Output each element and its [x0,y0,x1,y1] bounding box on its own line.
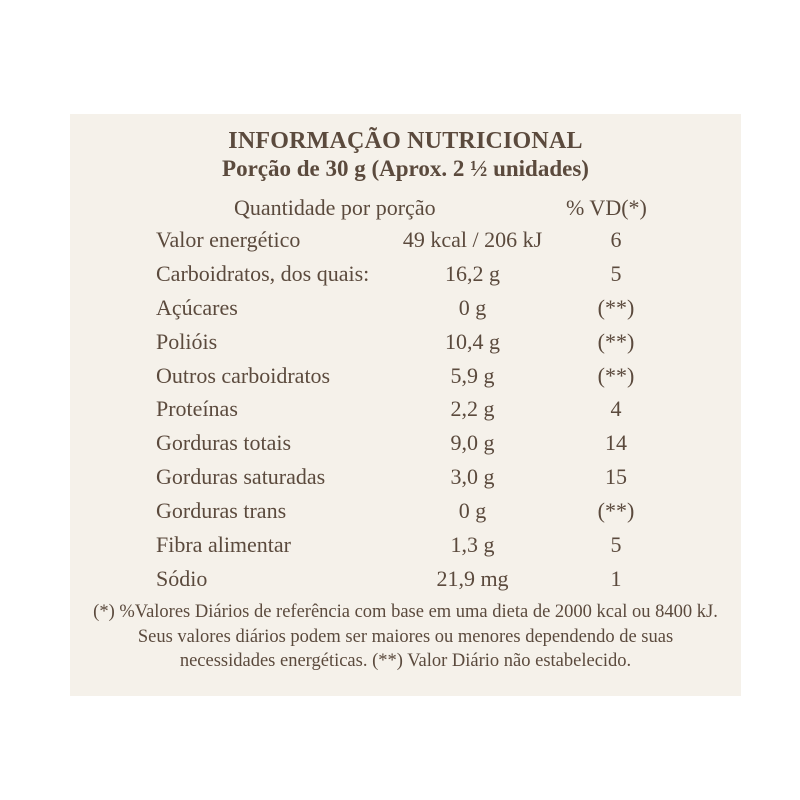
serving-size: Porção de 30 g (Aprox. 2 ½ unidades) [222,156,589,181]
table-row [70,360,741,394]
nutrient-name: Outros carboidratos [156,362,331,388]
nutrient-quantity: 10,4 g [445,328,500,354]
nutrient-quantity: 0 g [458,294,487,320]
nutrient-quantity: 21,9 mg [436,565,509,591]
nutrient-name: Gorduras trans [156,498,287,524]
nutrient-name: Valor energético [156,227,301,252]
table-row [70,563,741,597]
nutrient-daily-value: 1 [610,565,622,591]
nutrient-daily-value: 6 [610,227,622,252]
nutrient-name: Gorduras totais [156,430,292,456]
nutrient-name: Fibra alimentar [156,532,292,558]
nutrient-quantity: 5,9 g [450,362,495,388]
table-row [70,326,741,360]
nutrient-daily-value: (**) [597,294,635,320]
nutrient-name: Gorduras saturadas [156,464,326,490]
table-row [70,224,741,258]
nutrient-name: Carboidratos, dos quais: [156,260,370,286]
table-row [70,393,741,427]
nutrient-quantity: 16,2 g [445,260,500,286]
nutrient-name: Polióis [156,328,218,354]
nutrient-daily-value: 4 [610,396,622,422]
quantity-column-header: Quantidade por porção [234,195,436,220]
table-row [70,292,741,326]
nutrient-daily-value: (**) [597,498,635,524]
nutrition-title: INFORMAÇÃO NUTRICIONAL [228,128,583,154]
nutrient-daily-value: 5 [610,532,622,558]
daily-value-column-header: % VD(*) [566,195,647,220]
nutrition-facts-panel [70,114,741,696]
nutrient-name: Açúcares [156,294,238,320]
nutrient-quantity: 9,0 g [450,430,495,456]
footnote [70,600,741,674]
nutrient-daily-value: (**) [597,362,635,388]
nutrient-quantity: 2,2 g [450,396,495,422]
nutrient-quantity: 49 kcal / 206 kJ [402,227,543,252]
footnote-line: (*) %Valores Diários de referência com base em uma dieta de 2000 kcal ou 8400 kJ. [93,602,718,622]
footnote-line: Seus valores diários podem ser maiores ou menores dependendo de suas [137,626,674,647]
table-row [70,461,741,495]
nutrient-name: Proteínas [156,396,238,422]
nutrition-table [70,224,741,597]
nutrient-daily-value: 5 [610,260,622,286]
nutrient-quantity: 0 g [458,498,487,524]
nutrient-name: Sódio [156,565,208,591]
nutrient-daily-value: 15 [605,464,627,490]
nutrient-quantity: 3,0 g [450,464,495,490]
footnote-line: necessidades energéticas. (**) Valor Diário não estabelecido. [179,651,632,671]
nutrient-daily-value: 14 [605,430,627,456]
table-row [70,529,741,563]
nutrient-quantity: 1,3 g [450,532,495,558]
table-row [70,495,741,529]
table-row [70,427,741,461]
table-row [70,258,741,292]
nutrient-daily-value: (**) [597,328,635,354]
